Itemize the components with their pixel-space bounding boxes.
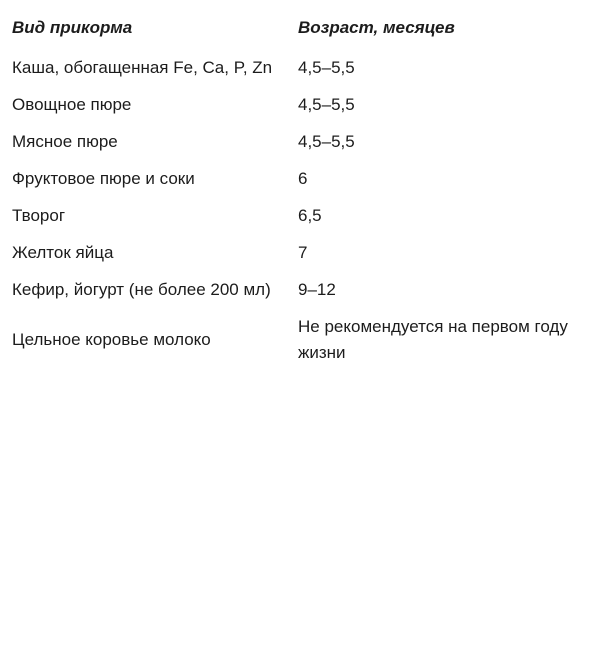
food-cell: Желток яйца [12,242,114,262]
table-row [12,123,592,160]
table-row [12,197,592,234]
header-age-months: Возраст, месяцев [298,18,455,37]
table-row [12,160,592,197]
age-cell: 6,5 [298,205,322,225]
table-header [12,14,592,42]
age-cell: 6 [298,168,308,188]
food-cell: Цельное коровье молоко [12,330,211,349]
age-cell: Не рекомендуется на первом году жизни [298,317,568,362]
age-cell: 4,5–5,5 [298,94,355,114]
table-row [12,50,592,86]
table-row [12,310,592,370]
food-cell: Творог [12,205,66,225]
feeding-table [12,14,592,370]
header-food-type: Вид прикорма [12,18,133,37]
age-cell: 7 [298,242,308,262]
table-row [12,234,592,271]
food-cell: Мясное пюре [12,131,118,151]
age-cell: 9–12 [298,279,336,299]
age-cell: 4,5–5,5 [298,131,355,151]
food-cell: Фруктовое пюре и соки [12,168,195,188]
table-row [12,86,592,123]
table-row [12,271,592,308]
food-cell: Овощное пюре [12,94,132,114]
food-cell: Каша, обогащенная Fe, Ca, P, Zn [12,58,273,77]
age-cell: 4,5–5,5 [298,58,355,77]
food-cell: Кефир, йогурт (не более 200 мл) [12,279,271,299]
